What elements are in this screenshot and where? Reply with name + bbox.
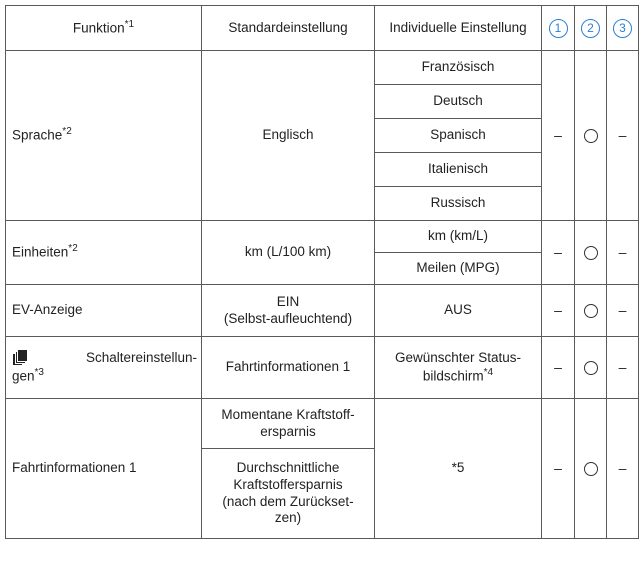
header-col-2: [575, 6, 607, 51]
footnote-ref: *1: [124, 18, 135, 30]
header-individuell: Individuelle Einstellung: [375, 6, 542, 51]
row-label-ev: EV-Anzeige: [6, 285, 202, 337]
row-label-schalter: Schaltereinstellun- gen$^{*3}$: [6, 337, 202, 399]
row-label-einheiten: Einheiten$^{*2}$: [6, 221, 202, 285]
col1-cell: –: [542, 399, 575, 539]
option-cell: km (km/L): [375, 221, 542, 253]
option-cell: Italienisch: [375, 153, 542, 187]
col3-cell: –: [607, 337, 639, 399]
default-schalter: Fahrtinformationen 1: [202, 337, 375, 399]
option-cell: Russisch: [375, 187, 542, 221]
table-row: [6, 285, 639, 337]
circle-mark-icon: [584, 246, 598, 260]
circle-mark-icon: [584, 361, 598, 375]
default-ev: EIN (Selbst-aufleuchtend): [202, 285, 375, 337]
circle-mark-icon: [584, 462, 598, 476]
switch-icon: [12, 350, 26, 364]
col3-cell: –: [607, 285, 639, 337]
circle-mark-icon: [584, 129, 598, 143]
default-fahrt-b: Durchschnittliche Kraftstoffersparnis (nach dem Zurückset- zen): [202, 449, 375, 539]
option-cell: Meilen (MPG): [375, 253, 542, 285]
col3-cell: –: [607, 51, 639, 221]
col2-cell: [575, 221, 607, 285]
col1-cell: –: [542, 221, 575, 285]
table-row: [6, 221, 639, 253]
option-cell: Deutsch: [375, 85, 542, 119]
col3-cell: –: [607, 221, 639, 285]
table-row: [6, 51, 639, 85]
row-label-sprache: Sprache$^{*2}$: [6, 51, 202, 221]
col1-cell: –: [542, 285, 575, 337]
col3-cell: –: [607, 399, 639, 539]
row-label-fahrt: Fahrtinformationen 1: [6, 399, 202, 539]
default-einheiten: km (L/100 km): [202, 221, 375, 285]
col2-cell: [575, 337, 607, 399]
table-row: [6, 399, 639, 449]
default-fahrt-a: Momentane Kraftstoff- ersparnis: [202, 399, 375, 449]
col2-cell: [575, 285, 607, 337]
option-cell: *5: [375, 399, 542, 539]
settings-table: [5, 5, 639, 539]
col2-cell: [575, 399, 607, 539]
default-sprache: Englisch: [202, 51, 375, 221]
header-standard: Standardeinstellung: [202, 6, 375, 51]
table-row: [6, 337, 639, 399]
option-cell: AUS: [375, 285, 542, 337]
header-col-1: [542, 6, 575, 51]
circled-number-1: 1: [549, 19, 568, 38]
header-col-3: [607, 6, 639, 51]
col2-cell: [575, 51, 607, 221]
header-funktion: Funktion$^{*1}$: [6, 6, 202, 51]
col1-cell: –: [542, 337, 575, 399]
option-cell: Französisch: [375, 51, 542, 85]
circled-number-2: 2: [581, 19, 600, 38]
option-cell: Spanisch: [375, 119, 542, 153]
col1-cell: –: [542, 51, 575, 221]
circle-mark-icon: [584, 304, 598, 318]
circled-number-3: 3: [613, 19, 632, 38]
option-cell: Gewünschter Status- bildschirm$^{*4}$: [375, 337, 542, 399]
header-row: [6, 6, 639, 51]
